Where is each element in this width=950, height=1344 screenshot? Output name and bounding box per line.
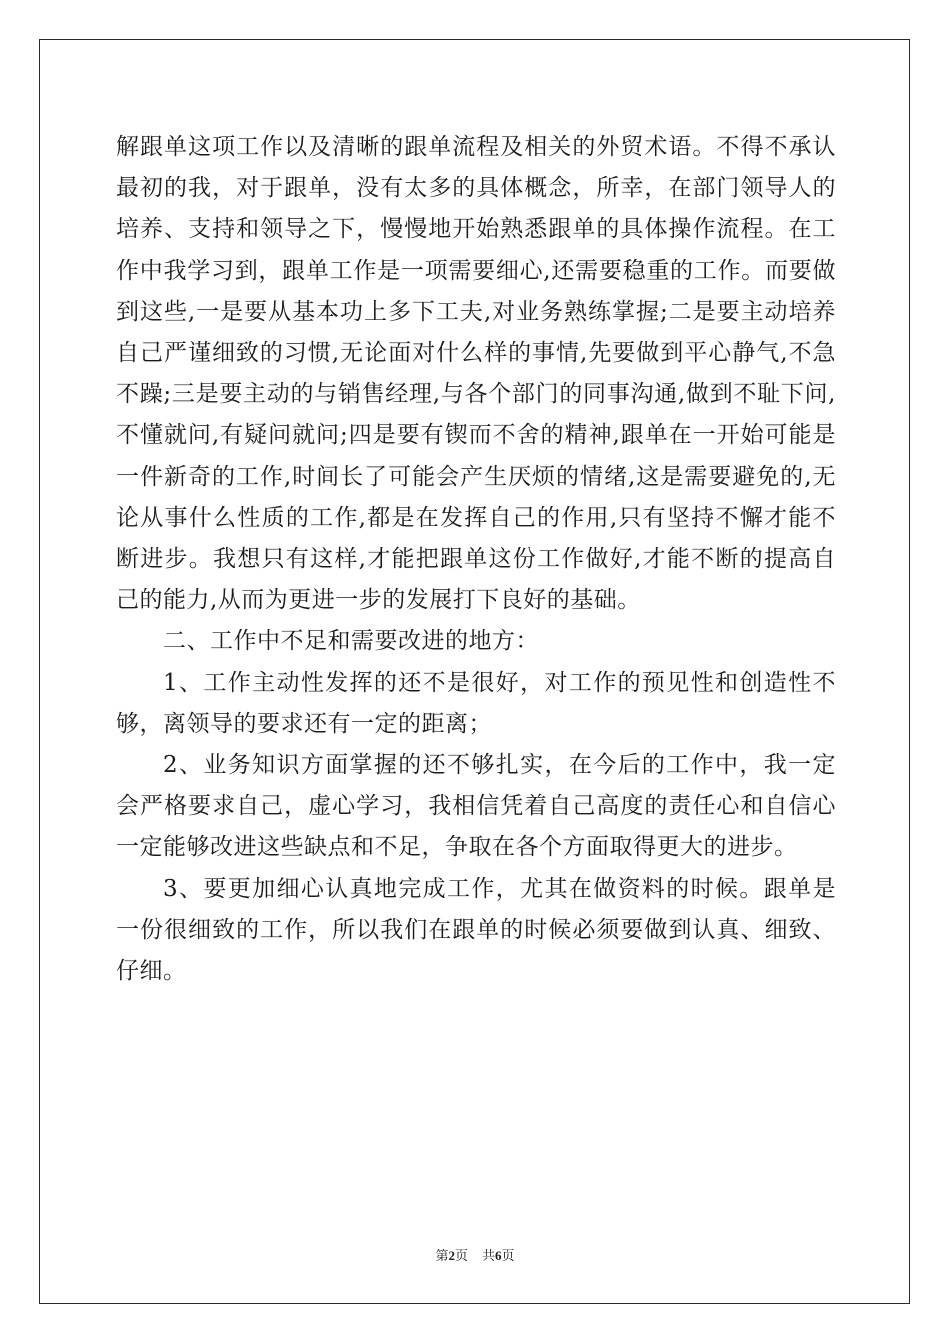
body-paragraph-1: 解跟单这项工作以及清晰的跟单流程及相关的外贸术语。不得不承认最初的我，对于跟单，没有太多的具体概念，所幸，在部门领导人的培养、支持和领导之下，慢慢地开始熟悉跟单的具体操作流程。在工作中我学习到，跟单工作是一项需要细心,还需要稳重的工作。而要做到这些,一是要从基本功上多下工夫,对业务熟练掌握;二是要主动培养自己严谨细致的习惯,无论面对什么样的事情,先要做到平心静气,不急不躁;三是要主动的与销售经理,与各个部门的同事沟通,做到不耻下问,不懂就问,有疑问就问;四是要有锲而不舍的精神,跟单在一开始可能是一件新奇的工作,时间长了可能会产生厌烦的情绪,这是需要避免的,无论从事什么性质的工作,都是在发挥自己的作用,只有坚持不懈才能不断进步。我想只有这样,才能把跟单这份工作做好,才能不断的提高自己的能力,从而为更进一步的发展打下良好的基础。	[116, 134, 836, 614]
list-item-3: 3、要更加细心认真地完成工作，尤其在做资料的时候。跟单是一份很细致的工作，所以我们在跟单的时候必须要做到认真、细致、仔细。	[116, 875, 836, 985]
total-suffix: 页	[501, 1248, 515, 1263]
total-prefix: 共	[482, 1248, 496, 1263]
page-prefix: 第	[435, 1248, 449, 1263]
list-item-1: 1、工作主动性发挥的还不是很好，对工作的预见性和创造性不够，离领导的要求还有一定的距离；	[116, 669, 836, 737]
section-heading: 二、工作中不足和需要改进的地方：	[163, 628, 539, 655]
page-number: 2	[448, 1248, 455, 1263]
page-footer	[0, 1245, 950, 1264]
page-suffix: 页	[454, 1248, 468, 1263]
document-body	[116, 127, 836, 992]
total-pages: 6	[495, 1248, 502, 1263]
list-item-2: 2、业务知识方面掌握的还不够扎实，在今后的工作中，我一定会严格要求自己，虚心学习，我相信凭着自己高度的责任心和自信心一定能够改进这些缺点和不足，争取在各个方面取得更大的进步。	[116, 752, 836, 861]
